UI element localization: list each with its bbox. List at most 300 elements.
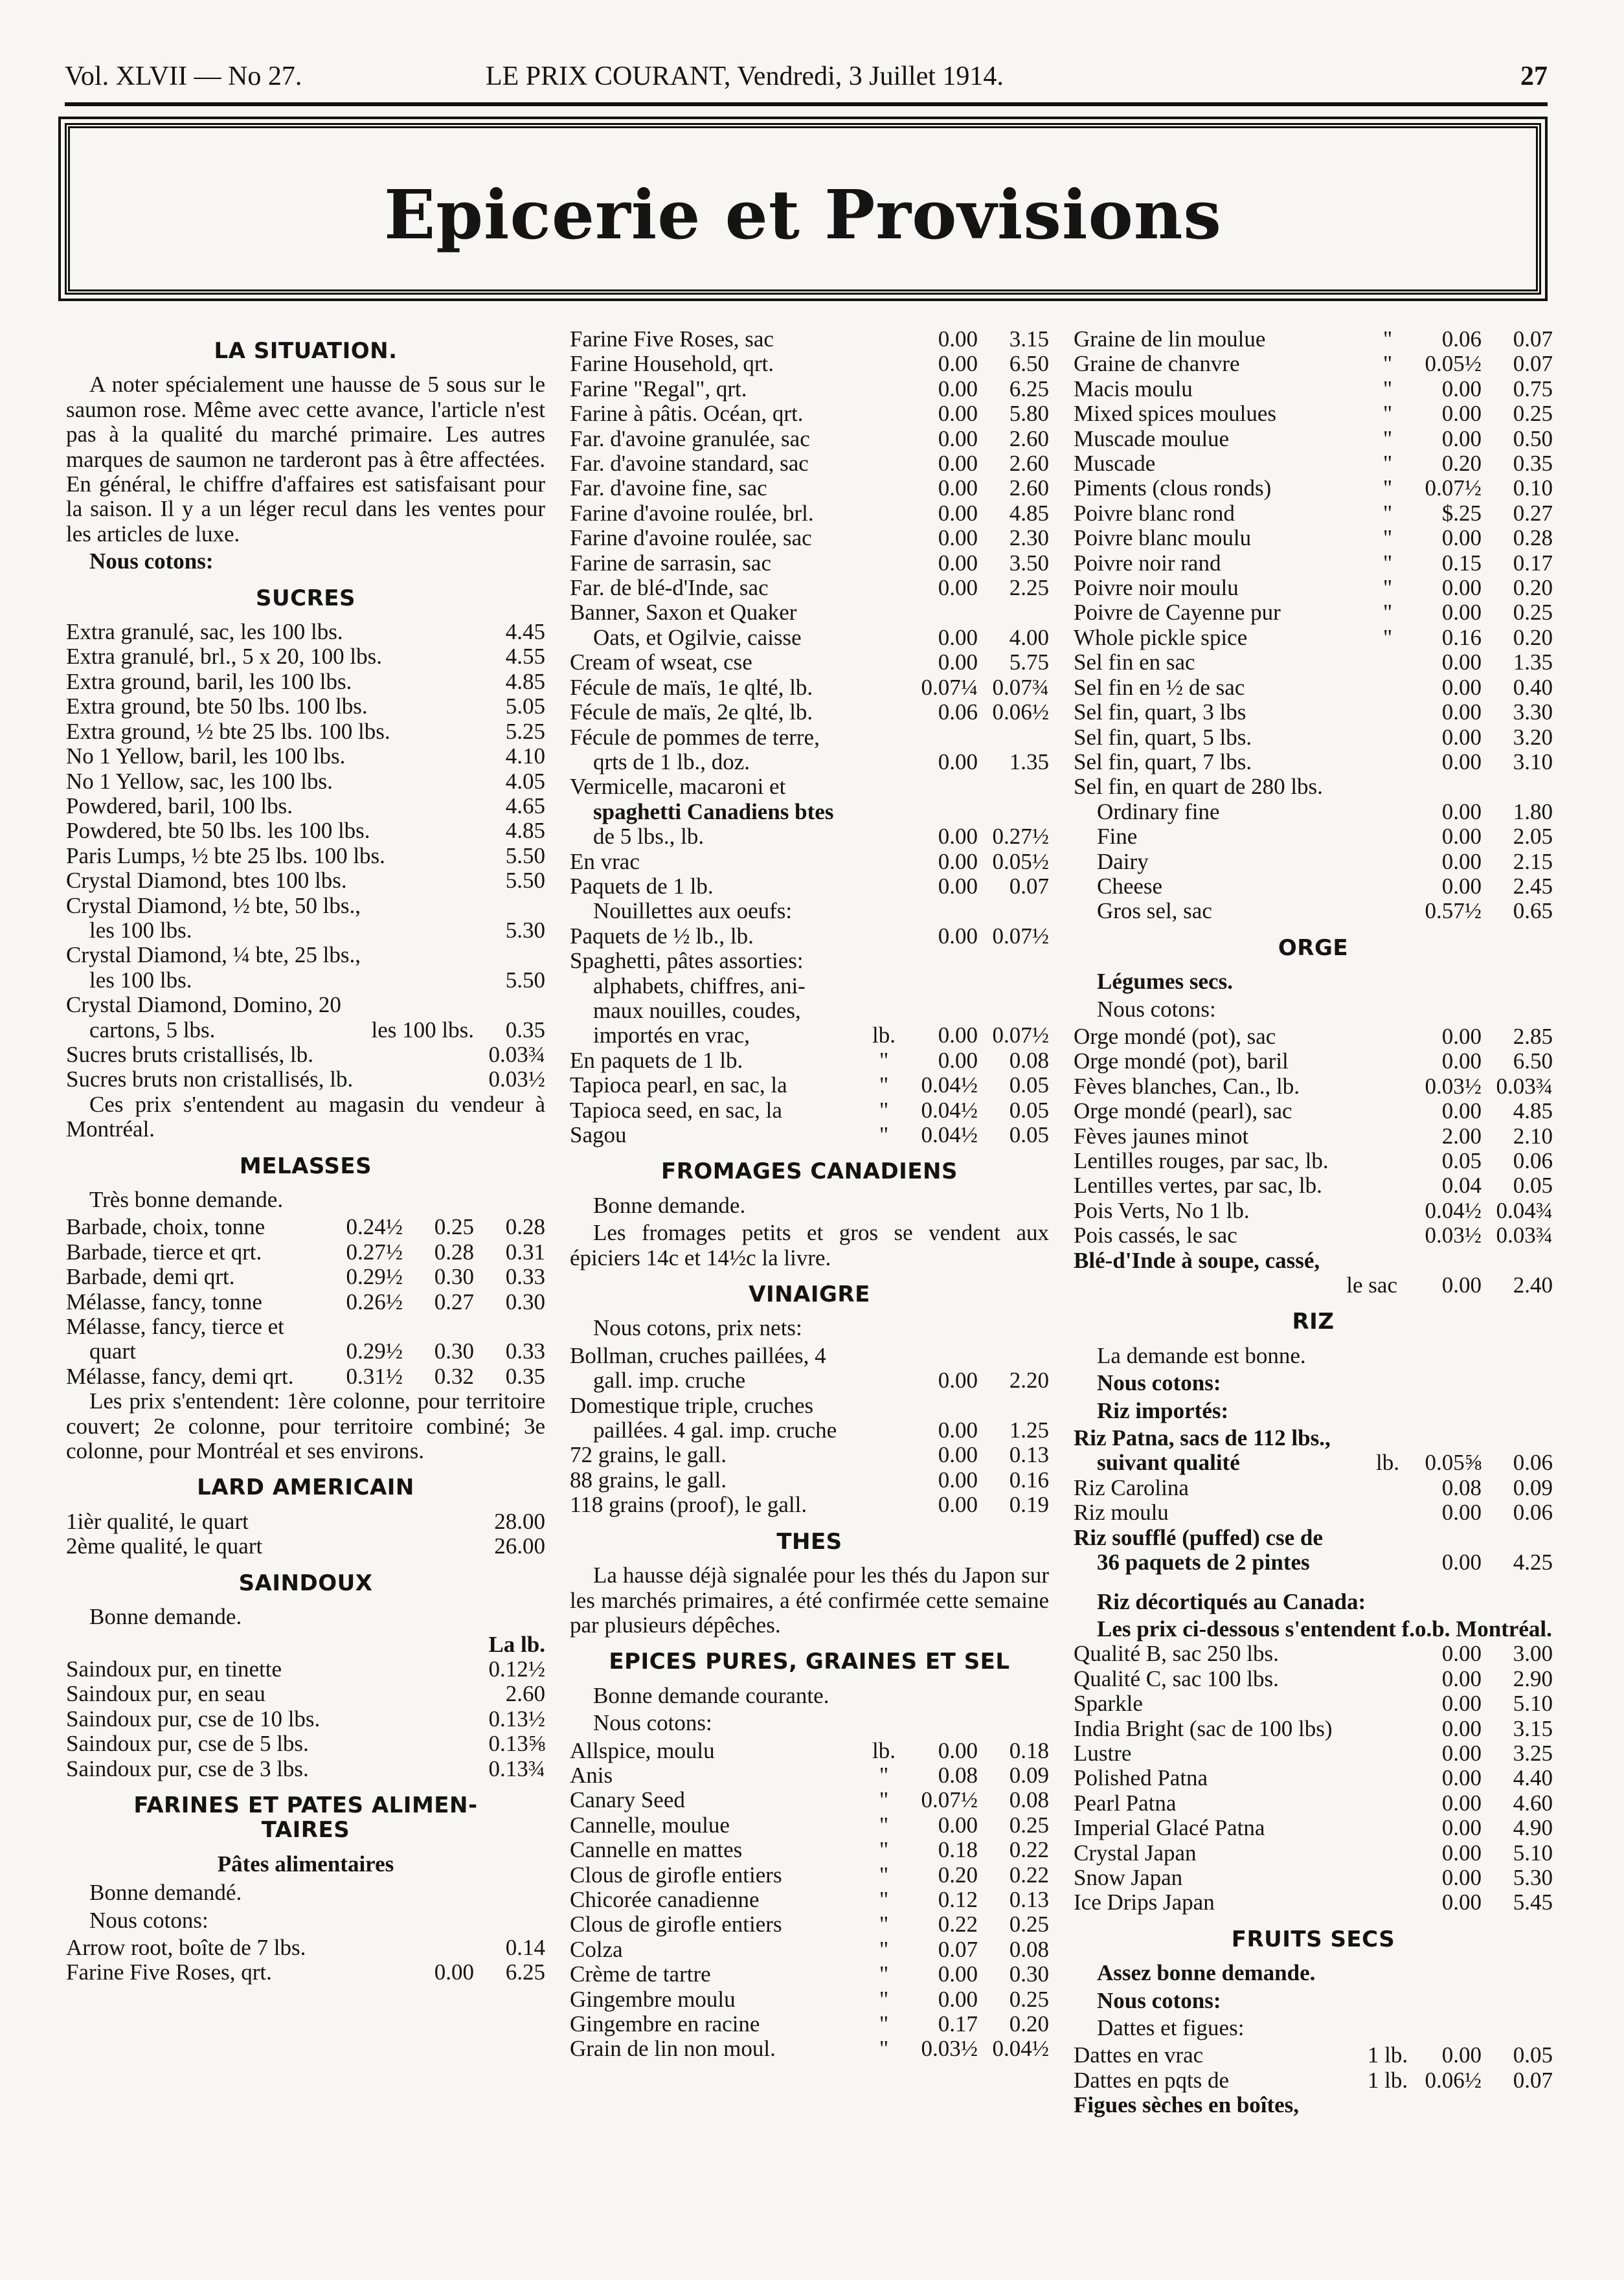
item-label: Extra ground, baril, les 100 lbs. xyxy=(66,669,352,694)
heading-fromages: FROMAGES CANADIENS xyxy=(661,1158,958,1185)
item-label: Whole pickle spice xyxy=(1074,625,1248,650)
list-item xyxy=(1074,1717,1553,1741)
item-label: Farine de sarrasin, sac xyxy=(570,550,771,576)
item-label: Orge mondé (pot), baril xyxy=(1074,1049,1289,1074)
list-item xyxy=(570,1443,1049,1467)
item-value: 0.00 xyxy=(1441,1715,1482,1741)
item-value: 0.28 xyxy=(1513,525,1553,551)
list-item: gall. imp. cruche 0.00 2.20 xyxy=(593,1368,1049,1394)
sucres-note: Ces prix s'entendent au magasin du vendeur à Montréal. xyxy=(66,1091,545,1142)
list-item xyxy=(66,1732,545,1756)
item-value: 0.03½ xyxy=(1425,1223,1482,1248)
item-value: 5.10 xyxy=(1513,1691,1553,1717)
item-value: 0.00 xyxy=(938,873,978,899)
heading-lard: LARD AMERICAIN xyxy=(197,1474,414,1501)
list-item: Riz soufflé (puffed) cse de xyxy=(1074,1525,1323,1550)
heading-orge: ORGE xyxy=(1278,934,1349,961)
item-value: 0.04 xyxy=(1441,1173,1482,1199)
item-label: Poivre noir moulu xyxy=(1074,576,1239,601)
item-value: 0.00 xyxy=(938,376,978,401)
item-value: 0.05 xyxy=(1441,1148,1482,1173)
item-value: 5.10 xyxy=(1513,1840,1553,1866)
item-value: 0.12 xyxy=(938,1886,978,1912)
list-item xyxy=(570,1838,1049,1862)
epices-demand: Bonne demande courante. xyxy=(593,1682,829,1708)
fruits-sub: Dattes et figues: xyxy=(1097,2015,1245,2040)
list-item xyxy=(570,1987,1049,2012)
list-item xyxy=(1074,1642,1553,1666)
item-value: 0.05½ xyxy=(992,848,1049,874)
list-item: Crystal Diamond, ¼ bte, 25 lbs., xyxy=(66,943,361,968)
item-value: 5.50 xyxy=(505,868,545,894)
item-value: 2.10 xyxy=(1513,1123,1553,1149)
list-item xyxy=(66,1290,545,1315)
item-value: 1 lb. xyxy=(1367,2042,1408,2068)
item-value: 0.13½ xyxy=(488,1706,545,1732)
item-label: Clous de girofle entiers xyxy=(570,1862,782,1888)
item-label: Tapioca pearl, en sac, la xyxy=(570,1073,787,1098)
list-item xyxy=(66,1657,545,1682)
heading-situation: LA SITUATION. xyxy=(214,338,398,364)
item-label: Dattes en vrac xyxy=(1074,2043,1204,2068)
item-value: 6.50 xyxy=(1513,1048,1553,1074)
list-item xyxy=(1074,899,1553,923)
list-item: Riz Patna, sacs de 112 lbs., xyxy=(1074,1426,1331,1451)
item-label: Saindoux pur, en tinette xyxy=(66,1656,282,1682)
item-value: 2.25 xyxy=(1009,575,1049,601)
fromages-demand: Bonne demande. xyxy=(593,1192,746,1218)
item-label: Macis moulu xyxy=(1074,376,1193,401)
item-value: 0.00 xyxy=(938,351,978,377)
heading-melasses: MELASSES xyxy=(239,1153,372,1179)
list-item: les 100 lbs. 5.50 xyxy=(89,967,545,993)
item-value: 0.00 xyxy=(434,1959,474,1985)
item-label: Mélasse, fancy, tonne xyxy=(66,1289,262,1315)
item-value: 0.03¾ xyxy=(1496,1223,1553,1248)
item-value: 0.03½ xyxy=(488,1067,545,1092)
list-item xyxy=(66,744,545,769)
item-value: 0.07¾ xyxy=(992,674,1049,700)
item-value: 0.24½ xyxy=(346,1214,403,1240)
item-value: " xyxy=(1382,351,1393,377)
list-item xyxy=(570,700,1049,725)
item-value: 6.50 xyxy=(1009,351,1049,377)
item-value: 0.00 xyxy=(1441,1500,1482,1526)
item-value: 0.00 xyxy=(938,575,978,601)
list-item xyxy=(1074,850,1553,874)
item-value: 6.25 xyxy=(505,1959,545,1985)
item-value: 3.00 xyxy=(1513,1641,1553,1667)
list-item xyxy=(1074,1024,1553,1049)
list-item: Vermicelle, macaroni et xyxy=(570,774,786,800)
list-item: Banner, Saxon et Quaker xyxy=(570,600,797,626)
item-value: 0.00 xyxy=(1441,1765,1482,1791)
item-value: " xyxy=(1382,425,1393,451)
heading-fruits: FRUITS SECS xyxy=(1231,1926,1395,1952)
item-value: 0.00 xyxy=(1441,724,1482,750)
item-value: 0.04½ xyxy=(921,1072,978,1098)
list-item xyxy=(1074,327,1553,352)
item-value: 0.00 xyxy=(938,1737,978,1763)
list-item xyxy=(570,526,1049,550)
item-value: 5.80 xyxy=(1009,401,1049,427)
item-value: 0.03½ xyxy=(921,2036,978,2062)
item-label: Cannelle, moulue xyxy=(570,1812,730,1838)
list-item xyxy=(66,1682,545,1706)
list-item xyxy=(1074,1766,1553,1790)
item-label: Paris Lumps, ½ bte 25 lbs. 100 lbs. xyxy=(66,843,385,868)
item-value: 0.00 xyxy=(938,425,978,451)
melasses-demand: Très bonne demande. xyxy=(89,1187,284,1212)
item-value: 0.00 xyxy=(938,326,978,352)
list-item xyxy=(1074,352,1553,376)
item-label: Imperial Glacé Patna xyxy=(1074,1816,1265,1841)
item-label: Orge mondé (pot), sac xyxy=(1074,1024,1276,1049)
item-value: 0.00 xyxy=(1441,1890,1482,1915)
item-value: 0.00 xyxy=(1441,824,1482,850)
list-item xyxy=(66,1067,545,1092)
saindoux-demand: Bonne demande. xyxy=(89,1604,242,1630)
riz-cotons: Nous cotons: xyxy=(1097,1370,1221,1396)
list-item: 36 paquets de 2 pintes 0.00 4.25 xyxy=(1097,1550,1553,1575)
item-value: 0.65 xyxy=(1513,898,1553,924)
farines-demand: Bonne demandé. xyxy=(89,1880,242,1906)
item-label: Farine d'avoine roulée, brl. xyxy=(570,501,814,526)
item-label: Farine Five Roses, qrt. xyxy=(66,1960,272,1985)
vrac-list xyxy=(570,850,1049,899)
item-label: Powdered, bte 50 lbs. les 100 lbs. xyxy=(66,818,370,844)
item-label: Poivre blanc moulu xyxy=(1074,526,1252,551)
list-item xyxy=(66,719,545,744)
item-label: Grain de lin non moul. xyxy=(570,2037,776,2062)
item-value: " xyxy=(1382,500,1393,526)
section-title: Epicerie et Provisions xyxy=(384,175,1222,254)
item-value: " xyxy=(879,2036,889,2062)
item-value: 0.20 xyxy=(1513,624,1553,650)
item-value: 0.00 xyxy=(938,525,978,551)
item-label: Qualité C, sac 100 lbs. xyxy=(1074,1666,1279,1691)
item-value: " xyxy=(879,1837,889,1863)
item-label: Sagou xyxy=(570,1123,627,1147)
item-label: Qualité B, sac 250 lbs. xyxy=(1074,1642,1279,1667)
item-label: Extra ground, bte 50 lbs. 100 lbs. xyxy=(66,694,368,719)
riz-note: Les prix ci-dessous s'entendent f.o.b. Montréal. xyxy=(1097,1616,1552,1642)
column-2 xyxy=(570,327,1049,2263)
item-label: Arrow root, boîte de 7 lbs. xyxy=(66,1935,306,1960)
item-label: Crème de tartre xyxy=(570,1962,711,1987)
item-label: Sel fin en ½ de sac xyxy=(1074,675,1245,700)
list-item: Blé-d'Inde à soupe, cassé, xyxy=(1074,1248,1320,1273)
list-item xyxy=(66,1534,545,1559)
item-value: 5.75 xyxy=(1009,649,1049,675)
item-value: 5.05 xyxy=(505,694,545,719)
item-value: 0.07 xyxy=(1513,2067,1553,2093)
item-value: " xyxy=(879,1787,889,1813)
item-value: 5.30 xyxy=(1513,1864,1553,1890)
item-value: 2.60 xyxy=(505,1681,545,1707)
item-value: 2.85 xyxy=(1513,1023,1553,1049)
item-label: Fèves blanches, Can., lb. xyxy=(1074,1074,1300,1099)
masthead-date: LE PRIX COURANT, Vendredi, 3 Juillet 1914. xyxy=(486,62,1004,91)
list-item xyxy=(66,670,545,694)
item-value: 0.06 xyxy=(1513,1148,1553,1173)
item-value: 0.04½ xyxy=(921,1122,978,1147)
item-value: 0.06½ xyxy=(1425,2067,1482,2093)
item-value: 0.00 xyxy=(1441,749,1482,774)
item-label: Sucres bruts non cristallisés, lb. xyxy=(66,1067,354,1092)
item-value: 3.25 xyxy=(1513,1740,1553,1766)
list-item xyxy=(1074,1476,1553,1500)
item-value: 0.00 xyxy=(1441,699,1482,725)
item-value: " xyxy=(879,1886,889,1912)
list-item xyxy=(1074,824,1553,849)
list-item xyxy=(66,1265,545,1289)
item-value: 0.00 xyxy=(1441,425,1482,451)
list-item xyxy=(1074,526,1553,550)
riz-importes: Riz importés: xyxy=(1097,1397,1229,1423)
item-value: 0.20 xyxy=(938,1862,978,1888)
item-value: 0.05 xyxy=(1513,1173,1553,1199)
item-value: 0.05 xyxy=(1009,1122,1049,1147)
item-value: 2.60 xyxy=(1009,425,1049,451)
legumes-subheading: Légumes secs. xyxy=(1097,969,1233,995)
list-item xyxy=(66,844,545,868)
riz-decortiques: Riz décortiqués au Canada: xyxy=(1097,1588,1366,1614)
item-value: 0.00 xyxy=(1441,1691,1482,1717)
page-header xyxy=(65,53,1548,98)
item-label: Canary Seed xyxy=(570,1788,685,1813)
list-item xyxy=(1074,1841,1553,1866)
list-item xyxy=(1074,1691,1553,1716)
item-value: 4.10 xyxy=(505,743,545,769)
item-value: 0.00 xyxy=(1441,873,1482,899)
item-label: Poivre blanc rond xyxy=(1074,501,1235,526)
item-label: Farine Five Roses, sac xyxy=(570,327,774,352)
item-label: Extra granulé, sac, les 100 lbs. xyxy=(66,620,343,645)
item-label: Gingembre en racine xyxy=(570,2012,760,2037)
list-item: quart 0.29½ 0.30 0.33 xyxy=(89,1338,545,1364)
item-value: 0.00 xyxy=(1441,600,1482,626)
list-item xyxy=(1074,1791,1553,1816)
item-value: " xyxy=(1382,475,1393,501)
heading-vinaigre: VINAIGRE xyxy=(749,1281,870,1308)
item-value: 0.00 xyxy=(938,1442,978,1468)
item-value: 0.50 xyxy=(1513,425,1553,451)
list-item xyxy=(570,327,1049,352)
item-value xyxy=(1365,650,1410,675)
list-item: qrts de 1 lb., doz. 0.00 1.35 xyxy=(593,749,1049,774)
item-value: 0.00 xyxy=(938,1961,978,1987)
section-banner xyxy=(65,123,1541,295)
list-item xyxy=(570,650,1049,675)
item-label: Extra ground, ½ bte 25 lbs. 100 lbs. xyxy=(66,719,390,744)
list-item xyxy=(570,1123,1049,1147)
item-label: Far. d'avoine standard, sac xyxy=(570,451,809,477)
item-label: Pearl Patna xyxy=(1074,1790,1177,1816)
item-value: 0.27½ xyxy=(346,1239,403,1265)
item-value: 1.80 xyxy=(1513,798,1553,824)
list-item xyxy=(570,1888,1049,1912)
item-label: Sel fin, quart, 3 lbs xyxy=(1074,700,1246,725)
list-item xyxy=(1074,1199,1553,1223)
list-item xyxy=(66,1960,545,1985)
item-value: 2.05 xyxy=(1513,824,1553,850)
item-value: 0.05½ xyxy=(1425,351,1482,377)
item-value: 0.08 xyxy=(1009,1047,1049,1073)
item-value: " xyxy=(1382,624,1393,650)
list-item: Spaghetti, pâtes assorties: xyxy=(570,949,804,974)
list-item xyxy=(1074,874,1553,899)
sucres-list xyxy=(66,620,545,893)
sucres-list-2 xyxy=(66,1043,545,1092)
list-item xyxy=(1074,1173,1553,1198)
item-label: Fine xyxy=(1097,824,1138,850)
item-value: 0.00 xyxy=(938,1986,978,2012)
list-item xyxy=(570,576,1049,600)
item-value: 0.14 xyxy=(505,1934,545,1960)
item-label: Farine d'avoine roulée, sac xyxy=(570,526,812,551)
item-label: Poivre noir rand xyxy=(1074,550,1221,576)
item-label: Far. de blé-d'Inde, sac xyxy=(570,576,769,601)
list-item xyxy=(1074,1124,1553,1149)
item-value xyxy=(403,1936,474,1960)
item-value: 0.10 xyxy=(1513,475,1553,501)
item-value: " xyxy=(879,1912,889,1937)
item-value: 3.20 xyxy=(1513,724,1553,750)
item-value: 0.06½ xyxy=(992,699,1049,725)
item-value: 5.50 xyxy=(505,842,545,868)
list-item: Domestique triple, cruches xyxy=(570,1393,814,1418)
list-item xyxy=(1074,2043,1553,2068)
fruits-demand: Assez bonne demande. xyxy=(1097,1960,1316,1986)
list-item xyxy=(570,874,1049,899)
item-label: Cheese xyxy=(1097,874,1163,899)
vinaigre-cotons: Nous cotons, prix nets: xyxy=(593,1315,802,1341)
list-item xyxy=(570,1962,1049,1987)
list-item xyxy=(66,1215,545,1239)
list-item: suivant qualité lb. 0.05⅝ 0.06 xyxy=(1097,1450,1553,1476)
item-value: 1.35 xyxy=(1513,649,1553,675)
item-value: 3.15 xyxy=(1009,326,1049,352)
item-value: 0.04½ xyxy=(921,1097,978,1123)
item-value: " xyxy=(879,1072,889,1098)
list-item xyxy=(570,1912,1049,1937)
list-item xyxy=(66,644,545,669)
item-value: 4.05 xyxy=(505,768,545,794)
item-value: 0.28 xyxy=(434,1239,474,1265)
list-item xyxy=(1074,1500,1553,1525)
item-value: 4.85 xyxy=(505,668,545,694)
item-label: Sel fin, quart, 7 lbs. xyxy=(1074,749,1252,774)
list-item xyxy=(570,675,1049,700)
list-item: Sel fin, en quart de 280 lbs. xyxy=(1074,774,1323,800)
heading-thes: THES xyxy=(776,1528,842,1555)
item-value: 0.20 xyxy=(1009,2011,1049,2037)
item-value: 5.45 xyxy=(1513,1890,1553,1915)
item-label: Lustre xyxy=(1074,1741,1132,1766)
item-value: 0.00 xyxy=(1441,848,1482,874)
list-item xyxy=(570,501,1049,526)
item-label: 1ièr qualité, le quart xyxy=(66,1509,249,1534)
volume-number: Vol. XLVII — No 27. xyxy=(65,62,302,91)
item-value: 6.25 xyxy=(1009,376,1049,401)
list-item xyxy=(570,1788,1049,1812)
item-value: 0.07 xyxy=(1513,326,1553,352)
item-value: 3.50 xyxy=(1009,550,1049,576)
list-item: importés en vrac, lb. 0.00 0.07½ xyxy=(593,1022,1049,1048)
item-value: 2.00 xyxy=(1441,1123,1482,1149)
item-value: " xyxy=(879,1862,889,1888)
list-item xyxy=(1074,401,1553,426)
item-label: Lentilles vertes, par sac, lb. xyxy=(1074,1173,1322,1199)
list-item xyxy=(570,551,1049,576)
item-label: India Bright (sac de 100 lbs) xyxy=(1074,1716,1333,1741)
item-label: Ice Drips Japan xyxy=(1074,1890,1215,1915)
item-value: " xyxy=(879,1986,889,2012)
item-label: Dairy xyxy=(1097,849,1149,874)
column-1 xyxy=(66,327,545,2263)
item-value: 0.25 xyxy=(1009,1912,1049,1937)
list-item: cartons, 5 lbs. les 100 lbs. 0.35 xyxy=(89,1017,545,1043)
page-number: 27 xyxy=(1520,62,1548,91)
orge-cotons: Nous cotons: xyxy=(1097,996,1216,1022)
item-label: Colza xyxy=(570,1937,623,1962)
item-value: 4.40 xyxy=(1513,1765,1553,1791)
list-item: Oats, et Ogilvie, caisse 0.00 4.00 xyxy=(593,624,1049,650)
list-item: les 100 lbs. 5.30 xyxy=(89,917,545,943)
item-value: 0.18 xyxy=(938,1837,978,1863)
item-value: 0.07½ xyxy=(1425,475,1482,501)
item-value: 0.13 xyxy=(1009,1442,1049,1468)
list-item xyxy=(1074,1866,1553,1890)
item-value: 0.00 xyxy=(1441,2042,1482,2068)
item-label: Gingembre moulu xyxy=(570,1987,736,2012)
item-label: Fèves jaunes minot xyxy=(1074,1123,1249,1149)
list-item xyxy=(1074,377,1553,401)
list-item xyxy=(66,1240,545,1265)
item-label: Barbade, tierce et qrt. xyxy=(66,1239,262,1265)
item-label: Muscade xyxy=(1074,451,1156,477)
item-value: 0.07 xyxy=(1513,351,1553,377)
epices-list xyxy=(570,1739,1049,2062)
item-value: 0.25 xyxy=(1009,1986,1049,2012)
sel-list xyxy=(1074,800,1553,924)
item-value: 0.05 xyxy=(1513,2042,1553,2068)
item-label: Riz moulu xyxy=(1074,1500,1169,1526)
item-label: En paquets de 1 lb. xyxy=(570,1048,743,1073)
epices-cotons: Nous cotons: xyxy=(593,1710,712,1736)
list-item xyxy=(1074,1816,1553,1840)
item-label: Saindoux pur, en seau xyxy=(66,1682,265,1707)
item-value: 0.22 xyxy=(938,1912,978,1937)
column-3 xyxy=(1074,327,1553,2263)
list-item xyxy=(570,377,1049,401)
tapioca-list xyxy=(570,1048,1049,1148)
item-label: Sucres bruts cristallisés, lb. xyxy=(66,1042,314,1067)
item-label: Far. d'avoine fine, sac xyxy=(570,476,767,501)
item-value: " xyxy=(1382,575,1393,601)
list-item: de 5 lbs., lb. 0.00 0.27½ xyxy=(593,824,1049,850)
item-value: 0.25 xyxy=(1513,401,1553,427)
item-value: 0.00 xyxy=(1441,401,1482,427)
item-label: Graine de lin moulue xyxy=(1074,327,1266,352)
list-item xyxy=(1074,1099,1553,1123)
list-item: Nouillettes aux oeufs: xyxy=(593,899,793,924)
list-item xyxy=(1074,725,1553,750)
thes-text: La hausse déjà signalée pour les thés du Japon sur les marchés primaires, a été confirmée cette semaine par plusieurs dépêches. xyxy=(570,1563,1049,1638)
riz-list-2 xyxy=(1074,1642,1553,1915)
list-item xyxy=(570,1937,1049,1962)
